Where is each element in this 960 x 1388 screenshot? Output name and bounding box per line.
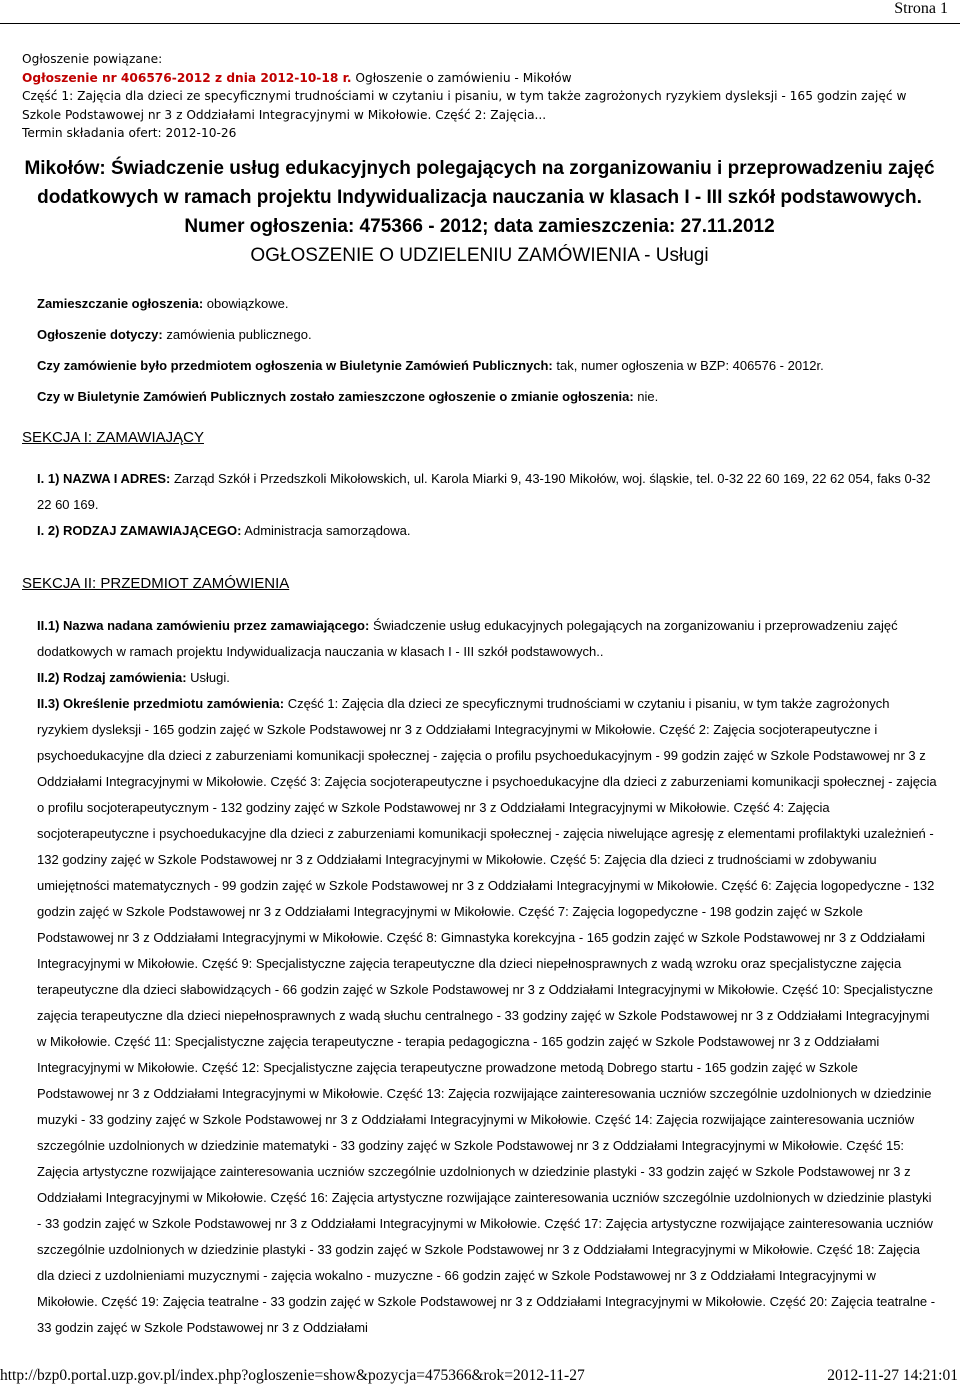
notice-title — [22, 154, 937, 270]
related-rest: Ogłoszenie o zamówieniu - Mikołów — [351, 70, 572, 85]
section2-item-1: II.1) Nazwa nadana zamówieniu przez zamawiającego: Świadczenie usług edukacyjnych polegających na zorganizowaniu i przeprowadzeniu zajęć dodatkowych w ramach projektu Indywidualizacja nauczania w klasach I - III szkół podstawowych.. — [37, 618, 898, 659]
section1-heading: SEKCJA I: ZAMAWIAJĄCY — [22, 429, 204, 446]
title-main: Mikołów: Świadczenie usług edukacyjnych polegających na zorganizowaniu i przeprowadzeniu zajęć dodatkowych w ramach projektu Indywidualizacja nauczania w klasach I - III szkół podstawowych. — [24, 158, 935, 208]
footer-url: http://bzp0.portal.uzp.gov.pl/index.php?ogloszenie=show&pozycja=475366&rok=2012-11-27 — [0, 1367, 585, 1384]
section1-body — [37, 466, 937, 544]
section1-item-2: I. 2) RODZAJ ZAMAWIAJĄCEGO: Administracja samorządowa. — [37, 523, 411, 538]
section2-item-3: II.3) Określenie przedmiotu zamówienia: Część 1: Zajęcia dla dzieci ze specyficznymi trudnościami w czytaniu i pisaniu, w tym także zagrożonych ryzykiem dysleksji - 165 godzin zajęć w Szkole Podstawowej nr 3 z Oddziałami Integracyjnymi w Mikołowie. Część 2: Zajęcia socjoterapeutyczne i psychoedukacyjne dla dzieci z zaburzeniami komunikacji społecznej - zajęcia o profilu psychoedukacyjnym - 99 godzin zajęć w Szkole Podstawowej nr 3 z Oddziałami Integracyjnymi w Mikołowie. Część 3: Zajęcia socjoterapeutyczne i psychoedukacyjne dla dzieci z zaburzeniami komunikacji społecznej - zajęcia o profilu socjoterapeutycznym - 132 godziny zajęć w Szkole Podstawowej nr 3 z Oddziałami Integracyjnymi w Mikołowie. Część 4: Zajęcia socjoterapeutyczne i psychoedukacyjne dla dzieci z zaburzeniami komunikacji społecznej - zajęcia niwelujące agresję z elementami profilaktyki uzależnień - 132 godziny zajęć w Szkole Podstawowej nr 3 z Oddziałami Integracyjnymi w Mikołowie. Część 5: Zajęcia dla dzieci z trudnościami w zdobywaniu umiejętności matematycznych - 99 godzin zajęć w Szkole Podstawowej nr 3 z Oddziałami Integracyjnymi w Mikołowie. Część 6: Zajęcia logopedyczne - 132 godzin zajęć w Szkole Podstawowej nr 3 z Oddziałami Integracyjnymi w Mikołowie. Część 7: Zajęcia logopedyczne - 198 godzin zajęć w Szkole Podstawowej nr 3 z Oddziałami Integracyjnymi w Mikołowie. Część 8: Gimnastyka korekcyjna - 165 godzin zajęć w Szkole Podstawowej nr 3 z Oddziałami Integracyjnymi w Mikołowie. Część 9: Specjalistyczne zajęcia terapeutyczne dla dzieci niepełnosprawnych z wadą wzroku oraz specjalistyczne zajęcia terapeutyczne dla dzieci słabowidzących - 66 godzin zajęć w Szkole Podstawowej nr 3 z Oddziałami Integracyjnymi w Mikołowie. Część 10: Specjalistyczne zajęcia terapeutyczne dla dzieci niepełnosprawnych z wadą słuchu centralnego - 33 godziny zajęć w Szkole Podstawowej nr 3 z Oddziałami Integracyjnymi w Mikołowie. Część 11: Specjalistyczne zajęcia terapeutyczne - terapia pedagogiczna - 165 godzin zajęć w Szkole Podstawowej nr 3 z Oddziałami Integracyjnymi w Mikołowie. Część 12: Specjalistyczne zajęcia terapeutyczne prowadzone metodą Dobrego startu - 165 godzin zajęć w Szkole Podstawowej nr 3 z Oddziałami Integracyjnymi w Mikołowie. Część 13: Zajęcia rozwijające zainteresowania uczniów szczególnie uzdolnionych w dziedzinie muzyki - 33 godziny zajęć w Szkole Podstawowej nr 3 z Oddziałami Integracyjnymi w Mikołowie. Część 14: Zajęcia rozwijające zainteresowania uczniów szczególnie uzdolnionych w dziedzinie matematyki - 33 godziny zajęć w Szkole Podstawowej nr 3 z Oddziałami Integracyjnymi w Mikołowie. Część 15: Zajęcia artystyczne rozwijające zainteresowania uczniów szczególnie uzdolnionych w dziedzinie plastyki - 33 godzin zajęć w Szkole Podstawowej nr 3 z Oddziałami Integracyjnymi w Mikołowie. Część 16: Zajęcia artystyczne rozwijające zainteresowania uczniów szczególnie uzdolnionych w dziedzinie plastyki - 33 godzin zajęć w Szkole Podstawowej nr 3 z Oddziałami Integracyjnymi w Mikołowie. Część 17: Zajęcia artystyczne rozwijające zainteresowania uczniów szczególnie uzdolnionych w dziedzinie plastyki - 33 godzin zajęć w Szkole Podstawowej nr 3 z Oddziałami Integracyjnymi w Mikołowie. Część 18: Zajęcia dla dzieci z uzdolnieniami muzycznymi - zajęcia wokalno - muzyczne - 66 godzin zajęć w Szkole Podstawowej nr 3 z Oddziałami Integracyjnymi w Mikołowie. Część 19: Zajęcia teatralne - 33 godzin zajęć w Szkole Podstawowej nr 3 z Oddziałami Integracyjnymi w Mikołowie. Część 20: Zajęcia teatralne - 33 godzin zajęć w Szkole Podstawowej nr 3 z Oddziałami — [37, 696, 937, 1335]
related-label: Ogłoszenie powiązane: — [22, 52, 163, 66]
meta-item: Ogłoszenie dotyczy: zamówienia publicznego. — [37, 327, 312, 342]
meta-item: Czy w Biuletynie Zamówień Publicznych zostało zamieszczone ogłoszenie o zmianie ogłoszenia: nie. — [37, 389, 659, 404]
meta-item: Czy zamówienie było przedmiotem ogłoszenia w Biuletynie Zamówień Publicznych: tak, numer ogłoszenia w BZP: 406576 - 2012r. — [37, 358, 824, 373]
section1-item-1: I. 1) NAZWA I ADRES: Zarząd Szkół i Przedszkoli Mikołowskich, ul. Karola Miarki 9, 43-190 Mikołów, woj. śląskie, tel. 0-32 22 60 169, 22 62 054, faks 0-32 22 60 169. — [37, 471, 931, 512]
related-line — [22, 69, 937, 88]
section2-body — [37, 613, 937, 1341]
notice-meta — [37, 296, 937, 420]
related-notice — [22, 50, 937, 143]
title-number: Numer ogłoszenia: 475366 - 2012; data zamieszczenia: 27.11.2012 — [184, 216, 775, 237]
section2-heading: SEKCJA II: PRZEDMIOT ZAMÓWIENIA — [22, 575, 290, 592]
related-description: Część 1: Zajęcia dla dzieci ze specyficznymi trudnościami w czytaniu i pisaniu, w tym także zagrożonych ryzykiem dysleksji - 165 godzin zajęć w Szkole Podstawowej nr 3 z Oddziałami Integracyjnymi w Mikołowie. Część 2: Zajęcia... — [22, 89, 907, 122]
header-rule — [0, 23, 960, 24]
section2-item-2: II.2) Rodzaj zamówienia: Usługi. — [37, 670, 230, 685]
meta-item: Zamieszczanie ogłoszenia: obowiązkowe. — [37, 296, 289, 311]
related-deadline: Termin składania ofert: 2012-10-26 — [22, 126, 237, 141]
footer-timestamp: 2012-11-27 14:21:01 — [827, 1367, 958, 1384]
page-header: Strona 1 — [894, 0, 948, 17]
title-subtitle: OGŁOSZENIE O UDZIELENIU ZAMÓWIENIA - Usługi — [250, 245, 709, 266]
related-link[interactable]: Ogłoszenie nr 406576-2012 z dnia 2012-10-18 r. — [22, 70, 352, 85]
